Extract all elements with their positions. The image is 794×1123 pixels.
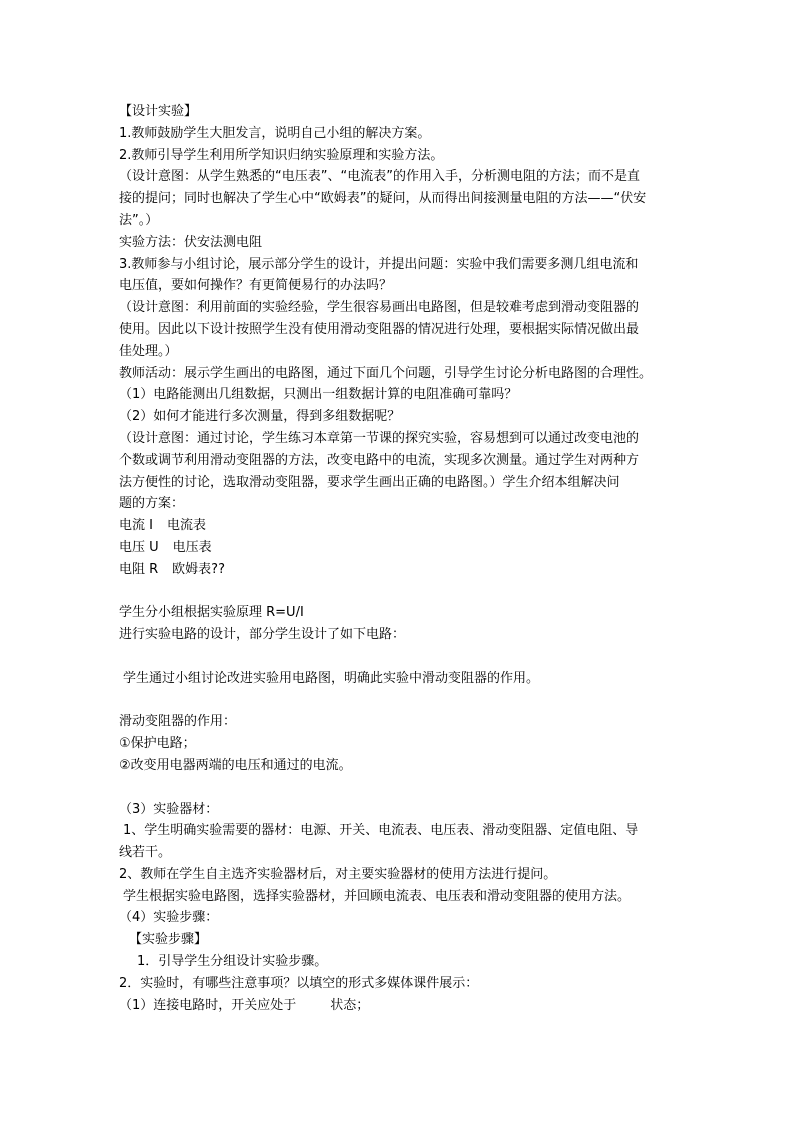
paragraph: 接的提问；同时也解决了学生心中“欧姆表”的疑问，从而得出间接测量电阻的方法——“伏安: [119, 191, 647, 207]
paragraph: 线若干。: [119, 845, 172, 861]
section-heading-design: 【设计实验】: [119, 104, 198, 119]
paragraph: 2.教师引导学生利用所学知识归纳实验原理和实验方法。: [119, 147, 444, 163]
paragraph: 2、教师在学生自主选齐实验器材后，对主要实验器材的使用方法进行提问。: [119, 866, 557, 882]
fill-in-text: 状态；: [330, 997, 370, 1013]
paragraph: （设计意图：从学生熟悉的“电压表”、“电流表”的作用入手，分析测电阻的方法；而不是直: [119, 169, 640, 185]
paragraph: 学生根据实验电路图，选择实验器材，并回顾电流表、电压表和滑动变阻器的使用方法。: [123, 888, 631, 904]
paragraph: 个数或调节利用滑动变阻器的方法，改变电路中的电流，实现多次测量。通过学生对两种方: [119, 452, 640, 468]
instrument-label: 电压表: [172, 539, 212, 555]
paragraph: 佳处理。）: [119, 343, 178, 359]
paragraph: 学生通过小组讨论改进实验用电路图，明确此实验中滑动变阻器的作用。: [123, 670, 540, 686]
paragraph: 题的方案：: [119, 496, 185, 512]
fill-in-blank-row: [119, 995, 679, 1017]
quantity-label: 电流 I: [119, 518, 153, 534]
paragraph: 1.教师鼓励学生大胆发言，说明自己小组的解决方案。: [119, 125, 431, 141]
paragraph: 3.教师参与小组讨论，展示部分学生的设计，并提出问题：实验中我们需要多测几组电流和: [119, 256, 639, 272]
blank-line: [119, 777, 679, 799]
blank-line: [119, 581, 679, 603]
paragraph: 使用。因此以下设计按照学生没有使用滑动变阻器的情况进行处理，要根据实际情况做出最: [119, 321, 640, 337]
instrument-label: 电流表: [166, 518, 206, 534]
paragraph: ②改变用电器两端的电压和通过的电流。: [119, 757, 352, 773]
paragraph: 教师活动：展示学生画出的电路图，通过下面几个问题，引导学生讨论分析电路图的合理性。: [119, 365, 653, 381]
paragraph: ①保护电路；: [119, 736, 196, 752]
instrument-label: 欧姆表??: [172, 561, 225, 577]
fill-in-text: （1）连接电路时，开关应处于: [119, 997, 297, 1013]
paragraph: 1、学生明确实验需要的器材：电源、开关、电流表、电压表、滑动变阻器、定值电阻、导: [123, 823, 639, 839]
paragraph: 滑动变阻器的作用：: [119, 714, 237, 730]
paragraph: 1．引导学生分组设计实验步骤。: [137, 954, 328, 970]
quantity-row: [119, 537, 679, 559]
paragraph: （设计意图：通过讨论，学生练习本章第一节课的探究实验，容易想到可以通过改变电池的: [119, 430, 640, 446]
blank-line: [119, 646, 679, 668]
paragraph: （4）实验步骤：: [119, 910, 219, 926]
paragraph: 法方便性的讨论，选取滑动变阻器，要求学生画出正确的电路图。）学生介绍本组解决问: [119, 474, 620, 490]
paragraph: （3）实验器材：: [119, 801, 219, 817]
paragraph: （设计意图：利用前面的实验经验，学生很容易画出电路图，但是较难考虑到滑动变阻器的: [119, 300, 640, 316]
paragraph: （2）如何才能进行多次测量，得到多组数据呢？: [119, 409, 401, 425]
paragraph: 电压值，要如何操作？有更简便易行的办法吗？: [119, 278, 393, 294]
paragraph: 法”。）: [119, 212, 159, 228]
blank-line: [119, 690, 679, 712]
paragraph: 学生分小组根据实验原理 R=U/I: [119, 605, 304, 621]
paragraph: （1）电路能测出几组数据，只测出一组数据计算的电阻准确可靠吗？: [119, 387, 518, 403]
quantity-row: [119, 515, 679, 537]
paragraph: 进行实验电路的设计，部分学生设计了如下电路：: [119, 627, 406, 643]
section-heading-steps: 【实验步骤】: [129, 932, 208, 948]
quantity-row: [119, 559, 679, 581]
paragraph: 实验方法：伏安法测电阻: [119, 234, 263, 250]
quantity-label: 电阻 R: [119, 561, 159, 577]
document-body: [119, 101, 679, 1016]
quantity-label: 电压 U: [119, 539, 159, 555]
paragraph: 2．实验时，有哪些注意事项？以填空的形式多媒体课件展示：: [119, 975, 479, 991]
